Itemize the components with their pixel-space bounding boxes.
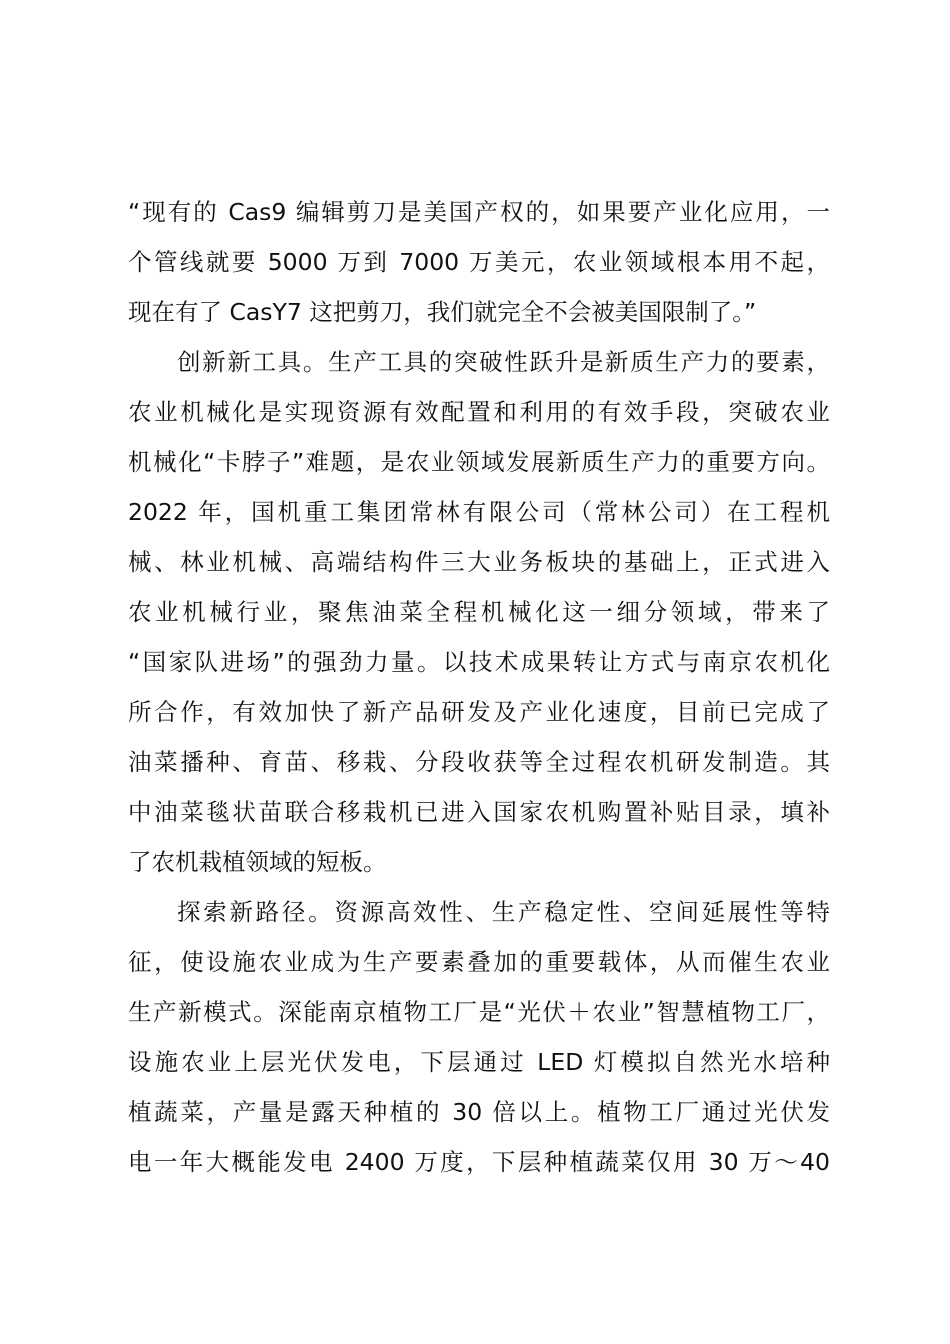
text-line: 械、林业机械、高端结构件三大业务板块的基础上，正式进入 <box>128 548 830 576</box>
text-line: 机械化“卡脖子”难题，是农业领域发展新质生产力的重要方向。 <box>128 448 830 476</box>
paragraph-quote-continuation <box>128 187 830 337</box>
text-line: 个管线就要 5000 万到 7000 万美元，农业领域根本用不起， <box>128 248 830 276</box>
text-line: 设施农业上层光伏发电，下层通过 LED 灯模拟自然光水培种 <box>128 1048 830 1076</box>
text-line: 中油菜毯状苗联合移栽机已进入国家农机购置补贴目录，填补 <box>128 798 830 826</box>
paragraph-new-tools <box>128 337 830 887</box>
text-line: 征，使设施农业成为生产要素叠加的重要载体，从而催生农业 <box>128 948 830 976</box>
text-line: 电一年大概能发电 2400 万度，下层种植蔬菜仅用 30 万～40 <box>128 1148 830 1176</box>
text-line: 农业机械行业，聚焦油菜全程机械化这一细分领域，带来了 <box>128 598 830 626</box>
text-line: 2022 年，国机重工集团常林有限公司（常林公司）在工程机 <box>128 498 830 526</box>
text-line: 探索新路径。资源高效性、生产稳定性、空间延展性等特 <box>177 898 830 926</box>
text-line: 农业机械化是实现资源有效配置和利用的有效手段，突破农业 <box>128 398 830 426</box>
text-line: 植蔬菜，产量是露天种植的 30 倍以上。植物工厂通过光伏发 <box>128 1098 830 1126</box>
document-body <box>128 187 830 1187</box>
text-line: “现有的 Cas9 编辑剪刀是美国产权的，如果要产业化应用，一 <box>128 198 830 226</box>
paragraph-new-paths <box>128 887 830 1187</box>
text-line: 现在有了 CasY7 这把剪刀，我们就完全不会被美国限制了。” <box>128 298 757 326</box>
text-line: 创新新工具。生产工具的突破性跃升是新质生产力的要素， <box>177 348 830 376</box>
text-line: 了农机栽植领域的短板。 <box>128 848 387 876</box>
text-line: 油菜播种、育苗、移栽、分段收获等全过程农机研发制造。其 <box>128 748 830 776</box>
text-line: 生产新模式。深能南京植物工厂是“光伏＋农业”智慧植物工厂， <box>128 998 830 1026</box>
text-line: 所合作，有效加快了新产品研发及产业化速度，目前已完成了 <box>128 698 830 726</box>
text-line: “国家队进场”的强劲力量。以技术成果转让方式与南京农机化 <box>128 648 830 676</box>
